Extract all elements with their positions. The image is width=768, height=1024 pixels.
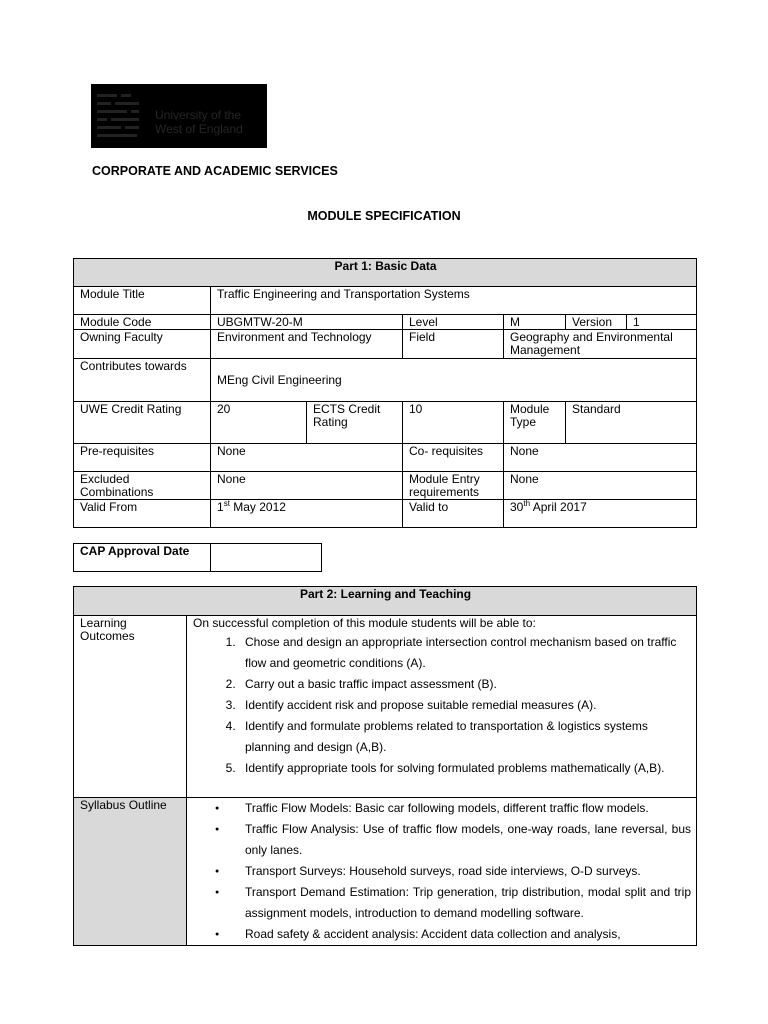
syllabus-item: ● Transport Demand Estimation: Trip generation, trip distribution, modal split and trip assignment models, introduction to demand modelling software.	[239, 882, 691, 924]
contributes-label: Contributes towards	[74, 359, 211, 402]
cap-approval-label: CAP Approval Date	[74, 544, 211, 572]
outcome-item: 5. Identify appropriate tools for solving formulated problems mathematically (A,B).	[239, 758, 691, 779]
prereq-label: Pre-requisites	[74, 444, 211, 472]
module-title-label: Module Title	[74, 287, 211, 315]
learning-outcomes-intro: On successful completion of this module students will be able to:	[193, 616, 536, 630]
module-title-value: Traffic Engineering and Transportation Systems	[211, 287, 697, 315]
learning-outcomes-cell	[187, 616, 697, 798]
valid-from-value	[211, 500, 403, 528]
module-type-value: Standard	[566, 402, 697, 444]
logo-line-2: West of England	[155, 122, 243, 136]
owning-faculty-value: Environment and Technology	[211, 330, 403, 359]
valid-from-label: Valid From	[74, 500, 211, 528]
valid-to-value	[504, 500, 697, 528]
entry-req-value: None	[504, 472, 697, 500]
level-label: Level	[403, 315, 504, 330]
valid-to-label: Valid to	[403, 500, 504, 528]
outcome-item: 3. Identify accident risk and propose suitable remedial measures (A).	[239, 695, 691, 716]
learning-teaching-table	[73, 586, 697, 946]
syllabus-item: ● Traffic Flow Models: Basic car following models, different traffic flow models.	[239, 798, 691, 819]
syllabus-item: ● Road safety & accident analysis: Accident data collection and analysis,	[239, 924, 691, 945]
learning-outcomes-label-text: Learning Outcomes	[80, 616, 135, 643]
spec-heading: MODULE SPECIFICATION	[307, 209, 461, 223]
part2-title: Part 2: Learning and Teaching	[74, 587, 697, 616]
outcome-item: 2. Carry out a basic traffic impact assessment (B).	[239, 674, 691, 695]
field-value: Geography and Environmental Management	[504, 330, 697, 359]
field-label: Field	[403, 330, 504, 359]
owning-faculty-label: Owning Faculty	[74, 330, 211, 359]
university-logo	[91, 84, 267, 148]
excluded-label: Excluded Combinations	[74, 472, 211, 500]
prereq-value: None	[211, 444, 403, 472]
coreq-value: None	[504, 444, 697, 472]
part1-title: Part 1: Basic Data	[74, 259, 697, 287]
module-code-label: Module Code	[74, 315, 211, 330]
corporate-heading: CORPORATE AND ACADEMIC SERVICES	[92, 164, 338, 178]
syllabus-outline-label	[74, 798, 187, 946]
credit-value: 20	[211, 402, 307, 444]
level-value: M	[504, 315, 566, 330]
valid-to-suffix: th	[523, 499, 531, 508]
entry-req-label: Module Entry requirements	[403, 472, 504, 500]
coreq-label: Co- requisites	[403, 444, 504, 472]
excluded-value: None	[211, 472, 403, 500]
credit-label: UWE Credit Rating	[74, 402, 211, 444]
syllabus-list	[193, 798, 691, 945]
module-code-value: UBGMTW-20-M	[211, 315, 403, 330]
ects-label: ECTS Credit Rating	[307, 402, 403, 444]
cap-approval-value	[211, 544, 322, 572]
cap-approval-table	[73, 543, 322, 572]
valid-to-day: 30	[510, 500, 524, 514]
syllabus-item: ● Traffic Flow Analysis: Use of traffic flow models, one-way roads, lane reversal, bus only lanes.	[239, 819, 691, 861]
outcome-item: 1. Chose and design an appropriate intersection control mechanism based on traffic flow and geometric conditions (A).	[239, 632, 691, 674]
syllabus-item: ● Transport Surveys: Household surveys, road side interviews, O-D surveys.	[239, 861, 691, 882]
valid-from-suffix: st	[223, 499, 230, 508]
version-value: 1	[627, 315, 697, 330]
module-type-label: Module Type	[504, 402, 566, 444]
valid-to-rest: April 2017	[530, 500, 587, 514]
syllabus-outline-label-text: Syllabus Outline	[80, 798, 167, 812]
version-label: Version	[566, 315, 627, 330]
basic-data-table	[73, 258, 697, 528]
valid-from-rest: May 2012	[229, 500, 286, 514]
logo-mark-icon	[95, 90, 151, 142]
syllabus-outline-cell	[187, 798, 697, 946]
learning-outcomes-list	[193, 632, 691, 779]
outcome-item: 4. Identify and formulate problems related to transportation & logistics systems planning and design (A,B).	[239, 716, 691, 758]
ects-value: 10	[403, 402, 504, 444]
learning-outcomes-label	[74, 616, 187, 798]
logo-text	[155, 108, 243, 136]
contributes-value: MEng Civil Engineering	[211, 359, 697, 402]
valid-from-day: 1	[217, 500, 224, 514]
logo-line-1: University of the	[155, 108, 242, 122]
